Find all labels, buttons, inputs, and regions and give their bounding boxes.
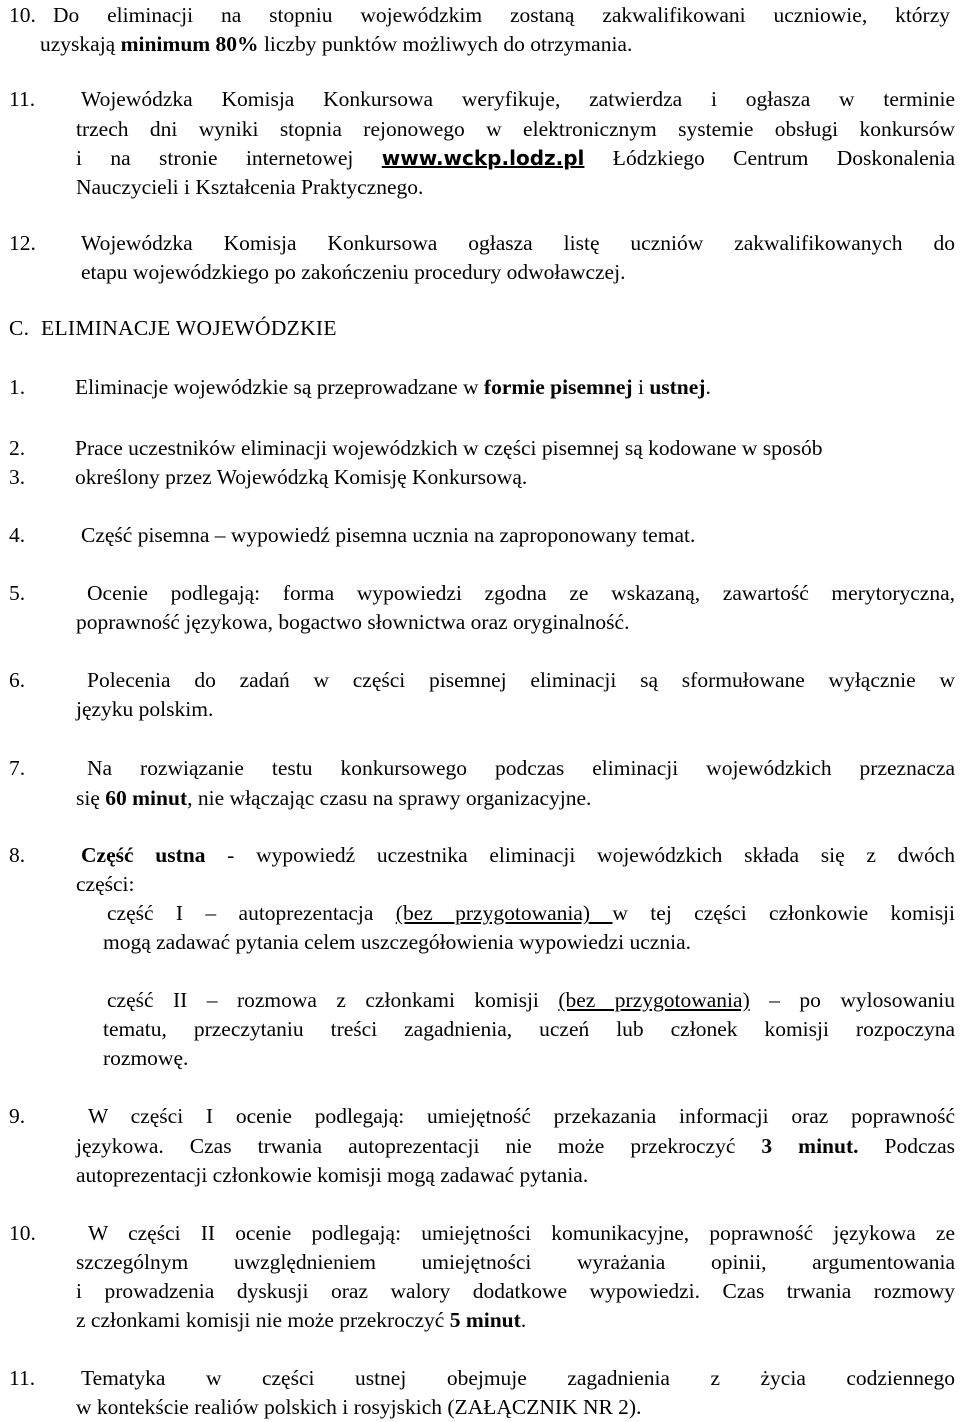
item-text: określony przez Wojewódzką Komisję Konkursową.: [75, 465, 528, 489]
item-text: języku polskim.: [76, 697, 214, 721]
section-title: ELIMINACJE WOJEWÓDZKIE: [41, 316, 337, 340]
item-text: Część ustna - wypowiedź uczestnika eliminacji wojewódzkich składa się z dwóch: [81, 843, 956, 867]
item-text: językowa. Czas trwania autoprezentacji nie może przekroczyć 3 minut. Podczas: [76, 1134, 955, 1158]
sub-item-text: mogą zadawać pytania celem uszczegółowienia wypowiedzi ucznia.: [103, 930, 691, 954]
sub-item-text: rozmowę.: [103, 1046, 189, 1070]
item-text: Część pisemna – wypowiedź pisemna ucznia na zaproponowany temat.: [81, 523, 696, 547]
item-number: 9.: [9, 1104, 26, 1128]
item-text: szczególnym uwzględnieniem umiejętności wyrażania opinii, argumentowania: [76, 1250, 955, 1274]
item-text: Ocenie podlegają: forma wypowiedzi zgodna ze wskazaną, zawartość merytoryczna,: [87, 581, 955, 605]
item-text: i prowadzenia dyskusji oraz walory dodatkowe wypowiedzi. Czas trwania rozmowy: [76, 1279, 955, 1303]
section-heading: [9, 313, 337, 343]
item-number: 12.: [9, 231, 36, 255]
item-text: Prace uczestników eliminacji wojewódzkich w części pisemnej są kodowane w sposób: [75, 436, 823, 460]
section-label: C.: [9, 316, 30, 340]
item-text: i na stronie internetowej www.wckp.lodz.pl Łódzkiego Centrum Doskonalenia: [76, 146, 955, 170]
item-number: 8.: [9, 843, 26, 867]
item-text: Nauczycieli i Kształcenia Praktycznego.: [76, 175, 424, 199]
item-number: 3.: [9, 465, 26, 489]
item-text: W części I ocenie podlegają: umiejętność przekazania informacji oraz poprawność: [88, 1104, 955, 1128]
item-text: Wojewódzka Komisja Konkursowa ogłasza listę uczniów zakwalifikowanych do: [81, 231, 955, 255]
item-number: 7.: [9, 756, 26, 780]
item-text: części:: [76, 872, 135, 896]
item-text: Wojewódzka Komisja Konkursowa weryfikuje, zatwierdza i ogłasza w terminie: [81, 87, 955, 111]
bold-text: minimum 80%: [120, 32, 259, 56]
item-number: 10.: [9, 3, 36, 27]
item-number: 10.: [9, 1221, 36, 1245]
item-text: z członkami komisji nie może przekroczyć 5 minut.: [76, 1308, 527, 1332]
item-number: 2.: [9, 436, 26, 460]
item-text: Eliminacje wojewódzkie są przeprowadzane w formie pisemnej i ustnej.: [75, 375, 711, 399]
sub-item-part-1: część I – autoprezentacja (bez przygotowania) w tej części członkowie komisji: [107, 901, 956, 925]
item-text: poprawność językowa, bogactwo słownictwa oraz oryginalność.: [76, 610, 630, 634]
item-text: się 60 minut, nie włączając czasu na sprawy organizacyjne.: [76, 786, 592, 810]
item-number: 1.: [9, 375, 26, 399]
item-text: w kontekście realiów polskich i rosyjskich (ZAŁĄCZNIK NR 2).: [76, 1395, 642, 1419]
item-text: trzech dni wyniki stopnia rejonowego w elektronicznym systemie obsługi konkursów: [76, 117, 955, 141]
item-text: W części II ocenie podlegają: umiejętności komunikacyjne, poprawność językowa ze: [88, 1221, 955, 1245]
item-text: Do eliminacji na stopniu wojewódzkim zostaną zakwalifikowani uczniowie, którzy: [53, 3, 950, 27]
item-text: etapu wojewódzkiego po zakończeniu procedury odwoławczej.: [81, 260, 626, 284]
item-number: 4.: [9, 523, 26, 547]
item-number: 11.: [9, 1366, 36, 1390]
item-number: 11.: [9, 87, 36, 111]
item-text: Na rozwiązanie testu konkursowego podczas eliminacji wojewódzkich przeznacza: [87, 756, 955, 780]
item-text: uzyskają minimum 80% liczby punktów możliwych do otrzymania.: [40, 32, 633, 56]
item-number: 5.: [9, 581, 26, 605]
sub-item-part-2: część II – rozmowa z członkami komisji (bez przygotowania) – po wylosowaniu: [107, 988, 955, 1012]
sub-item-text: tematu, przeczytaniu treści zagadnienia, uczeń lub członek komisji rozpoczyna: [103, 1017, 955, 1041]
website-link[interactable]: www.wckp.lodz.pl: [381, 146, 585, 170]
item-text: Polecenia do zadań w części pisemnej eliminacji są sformułowane wyłącznie w: [87, 668, 955, 692]
item-number: 6.: [9, 668, 26, 692]
item-text: Tematyka w części ustnej obejmuje zagadnienia z życia codziennego: [81, 1366, 955, 1390]
item-text: autoprezentacji członkowie komisji mogą zadawać pytania.: [76, 1163, 589, 1187]
